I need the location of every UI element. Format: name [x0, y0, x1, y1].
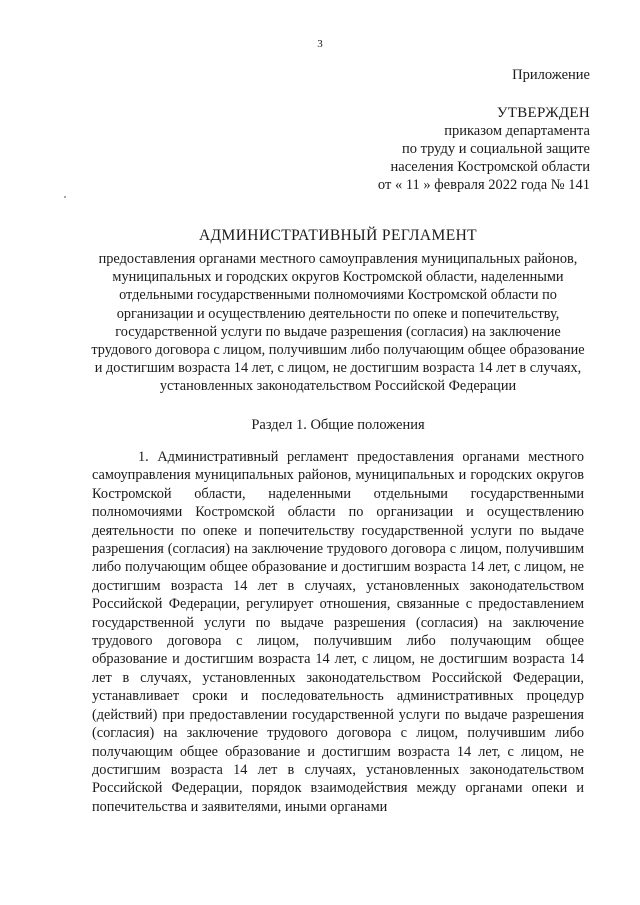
- appendix-label: Приложение: [512, 67, 590, 83]
- order-line-1: приказом департамента: [444, 123, 590, 139]
- approval-block: [378, 66, 590, 194]
- order-line-2: по труду и социальной защите: [401, 141, 590, 157]
- document-subtitle: предоставления органами местного самоуправления муниципальных районов, муниципальных и городских округов Костромской области, наделенными отдельными государственными полномочиями Костромской области по организации и осуществлению деятельности по опеке и попечительству, государственной услуги по выдаче разрешения (согласия) на заключение трудового договора с лицом, получившим либо получающим общее образование и достигшим возраста 14 лет, с лицом, не достигшим возраста 14 лет в случаях, установленных законодательством Российской Федерации: [91, 251, 585, 395]
- scan-artifact-dot: [64, 196, 66, 198]
- paragraph-1: 1. Административный регламент предоставления органами местного самоуправления муниципальных районов, муниципальных и городских округов Костромской области, наделенными отдельными государственными полномочиями Костромской области по организации и осуществлению деятельности по опеке и попечительству государственной услуги по выдаче разрешения (согласия) на заключение трудового договора с лицом, получившим либо получающим общее образование и достигшим возраста 14 лет, с лицом, не достигшим возраста 14 лет в случаях, установленных законодательством Российской Федерации, регулирует отношения, связанные с предоставлением государственной услуги по выдаче разрешения (согласия) на заключение трудового договора с лицом, получившим либо получающим общее образование и достигшим возраста 14 лет, с лицом, не достигшим возраста 14 лет в случаях, установленных законодательством Российской Федерации, устанавливает сроки и последовательность административных процедур (действий) при предоставлении государственной услуги по выдаче разрешения (согласия) на заключение трудового договора с лицом, получившим либо получающим общее образование и достигшим возраста 14 лет, с лицом, не достигшим возраста 14 лет в случаях, установленных законодательством Российской Федерации, порядок взаимодействия между органами опеки и попечительства и заявителями, иными органами: [92, 449, 584, 815]
- page-number: 3: [317, 38, 323, 50]
- order-date-line: от « 11 » февраля 2022 года № 141: [377, 177, 590, 193]
- order-line-3: населения Костромской области: [390, 159, 590, 175]
- approved-label: УТВЕРЖДЕН: [496, 105, 590, 121]
- title-block: [88, 226, 588, 396]
- document-title: АДМИНИСТРАТИВНЫЙ РЕГЛАМЕНТ: [198, 227, 478, 244]
- section-heading: Раздел 1. Общие положения: [251, 417, 425, 433]
